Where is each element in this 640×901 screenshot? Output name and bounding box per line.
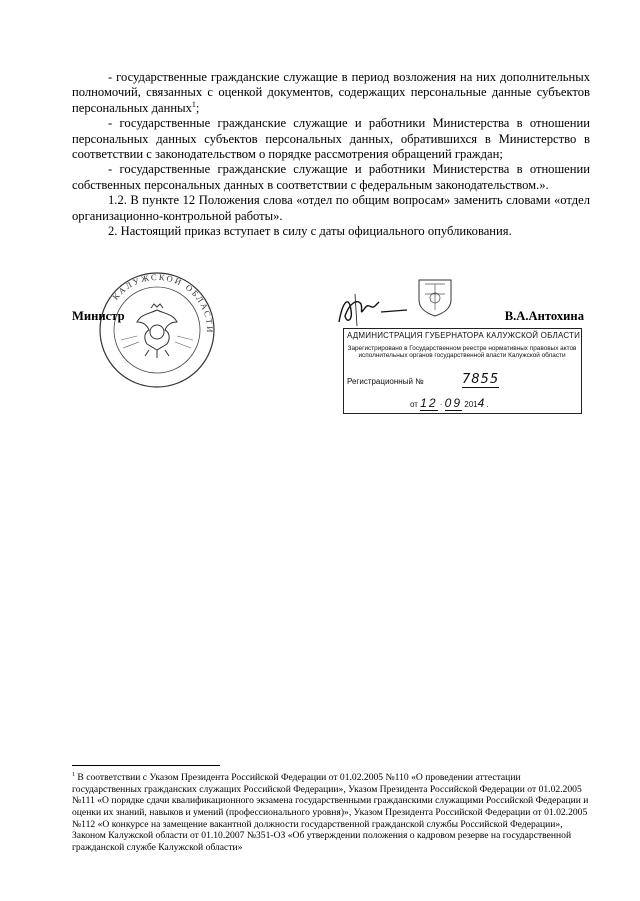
stamp-registration-number: 7855 xyxy=(462,372,500,387)
paragraph-3: - государственные гражданские служащие и работники Министерства в отношении собственных персональных данных в соответствии с федеральным законодательством.». xyxy=(72,162,590,192)
paragraph-1-text: - государственные гражданские служащие в период возложения на них дополнительных полномочий, связанных с оценкой документов, содержащих персональные данные субъектов персональных данных xyxy=(72,70,590,115)
coat-of-arms-icon xyxy=(415,276,455,318)
stamp-date: от 12 · 09 2014. xyxy=(410,396,489,410)
paragraph-1-tail: ; xyxy=(195,100,200,115)
paragraph-2: - государственные гражданские служащие и работники Министерства в отношении персональных данных субъектов персональных данных, обратившихся в Министерство в соответствии с законодательством о порядке рассмотрения обращений граждан; xyxy=(72,116,590,162)
stamp-date-year-prefix: 201 xyxy=(464,400,478,409)
stamp-registration-label: Регистрационный № xyxy=(347,377,424,386)
signature-row xyxy=(72,309,590,329)
footnote-separator xyxy=(72,765,220,766)
stamp-date-prefix: от xyxy=(410,400,418,409)
paragraph-4: 1.2. В пункте 12 Положения слова «отдел по общим вопросам» заменить словами «отдел организационно-контрольной работы». xyxy=(72,193,590,223)
signer-name: В.А.Антохина xyxy=(504,309,584,323)
registration-stamp xyxy=(343,328,582,414)
stamp-title: АДМИНИСТРАЦИЯ ГУБЕРНАТОРА КАЛУЖСКОЙ ОБЛАСТИ xyxy=(347,331,581,340)
official-seal xyxy=(97,270,217,390)
footnote-number: 1 xyxy=(72,772,75,778)
stamp-text: Зарегистрировано в Государственном реестре нормативных правовых актов исполнительных органов государственной власти Калужской области xyxy=(347,345,577,360)
seal-text: КАЛУЖСКОЙ ОБЛАСТИ xyxy=(110,271,216,335)
signer-position: Министр xyxy=(72,309,125,323)
footnote xyxy=(72,770,590,853)
paragraph-5: 2. Настоящий приказ вступает в силу с даты официального опубликования. xyxy=(108,224,512,239)
stamp-date-month: 09 xyxy=(444,396,463,410)
footnote-marker: 1 xyxy=(191,99,196,109)
stamp-date-year-suffix: 4 xyxy=(477,396,487,410)
footnote-text: В соответствии с Указом Президента Российской Федерации от 01.02.2005 №110 «О проведении аттестации государственных гражданских служащих Российской Федерации», Указом Президента Российской Федерации от 01.02.2005 №111 «О порядке сдачи квалификационного экзамена государственными гражданскими служащими Российской Федерации и оценки их знаний, навыков и умений (профессионального уровня)», Указом Президента Российской Федерации от 01.02.2005 №112 «О конкурсе на замещение вакантной должности государственной гражданской службы Российской Федерации», Законом Калужской области от 01.10.2007 №351-ОЗ «Об утверждении положения о кадровом резерве на государственной гражданской службе Калужской области» xyxy=(72,772,589,853)
stamp-date-day: 12 xyxy=(420,396,438,410)
body-text xyxy=(72,70,590,239)
paragraph-1 xyxy=(72,70,590,116)
